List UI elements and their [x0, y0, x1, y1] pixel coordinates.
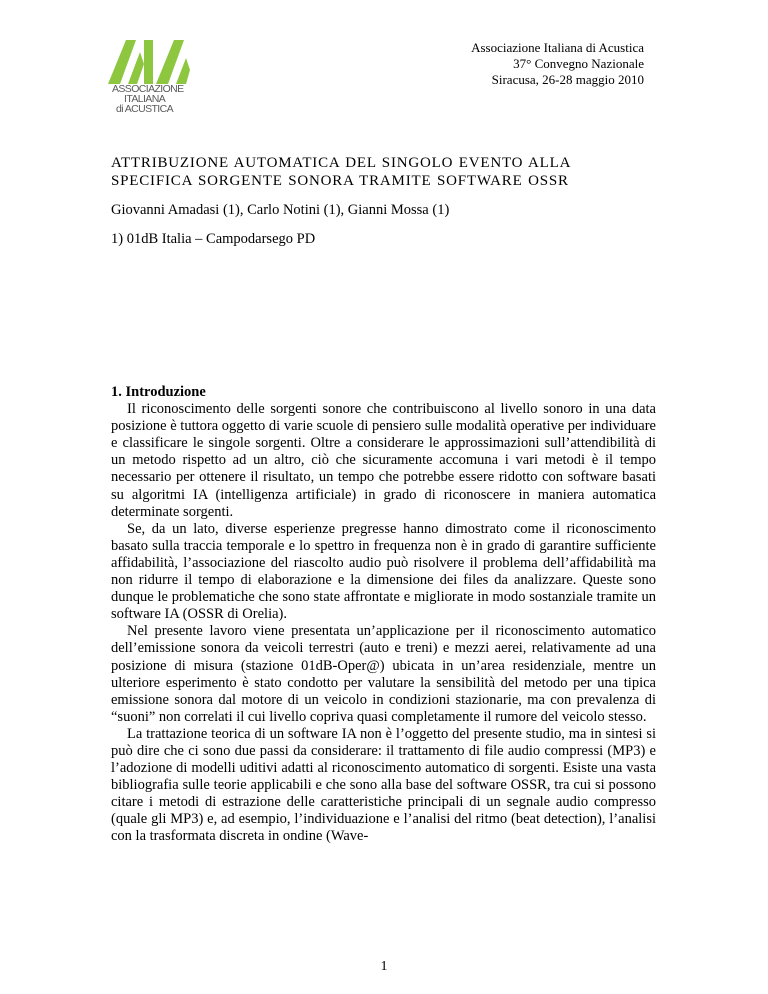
paper-title — [111, 154, 671, 190]
affiliation: 1) 01dB Italia – Campodarsego PD — [111, 231, 316, 247]
conference-line: Associazione Italiana di Acustica — [471, 40, 644, 55]
title-line: SPECIFICA SORGENTE SONORA TRAMITE SOFTWARE OSSR — [111, 173, 569, 189]
body-paragraph: La trattazione teorica di un software IA non è l’oggetto del presente studio, ma in sintesi si può dire che ci sono due passi da considerare: il trattamento di file audio compressi (MP3) e l’adozione di modelli uditivi adatti al riconoscimento automatico di sorgenti. Esiste una vasta bibliografia sulle teorie applicabili e che sono alla base del software OSSR, tra cui si possono citare i metodi di estrazione delle caratteristiche principali di un segnale audio compresso (quale gli MP3) e, ad esempio, l’individuazione e l’analisi del ritmo (beat detection), l’analisi con la trasformata discreta in ondine (Wave- — [111, 725, 656, 845]
paper-body — [111, 384, 656, 846]
title-line: ATTRIBUZIONE AUTOMATICA DEL SINGOLO EVENTO ALLA — [111, 155, 572, 171]
logo-text — [112, 84, 192, 114]
section-heading: 1. Introduzione — [111, 384, 206, 400]
logo-text-line: ASSOCIAZIONE — [112, 83, 184, 95]
logo-text-line: di ACUSTICA — [116, 103, 173, 115]
body-paragraph: Se, da un lato, diverse esperienze pregresse hanno dimostrato come il riconoscimento basato sulla traccia temporale e lo spettro in frequenza non è in grado di garantire sufficiente affidabilità, l’associazione del riascolto audio può risolvere il problema dell’affidabilità ma non ridurre il tempo di elaborazione e la dimensione dei files da analizzare. Queste sono dunque le problematiche che sono state affrontate e migliorate in modo sostanziale tramite un software IA (OSSR di Orelia). — [111, 520, 656, 623]
body-paragraph: Il riconoscimento delle sorgenti sonore che contribuiscono al livello sonoro in una data posizione è tuttora oggetto di varie scuole di pensiero sulle modalità operative per individuare e classificare le singole sorgenti. Oltre a considerare le approssimazioni sull’attendibilità di un metodo rispetto ad un altro, ciò che sicuramente accomuna i vari metodi è il tempo necessario per ottenere il risultato, un tempo che potrebbe essere ridotto con software basati su algoritmi IA (intelligenza artificiale) in grado di riconoscere in maniera automatica determinate sorgenti. — [111, 401, 656, 520]
body-paragraph: Nel presente lavoro viene presentata un’applicazione per il riconoscimento automatico dell’emissione sonora da veicoli terrestri (auto e treni) e mezzi aerei, relativamente ad una posizione di misura (stazione 01dB-Oper@) ubicata in un’area residenziale, mentre un ulteriore esperimento è stato condotto per valutare la sensibilità del metodo per una tipica emissione sonora dal motore di un veicolo in condizioni stazionarie, ma con prevalenza di “suoni” non correlati il cui livello copriva quasi completamente il rumore del veicolo stesso. — [111, 623, 656, 725]
authors: Giovanni Amadasi (1), Carlo Notini (1), Gianni Mossa (1) — [111, 202, 450, 218]
logo-letters — [108, 40, 190, 84]
logo-text-line: ITALIANA — [124, 93, 166, 105]
page-number: 1 — [380, 959, 388, 974]
conference-line: Siracusa, 26-28 maggio 2010 — [491, 72, 644, 87]
conference-line: 37° Convegno Nazionale — [513, 56, 644, 71]
conference-header — [471, 40, 644, 88]
